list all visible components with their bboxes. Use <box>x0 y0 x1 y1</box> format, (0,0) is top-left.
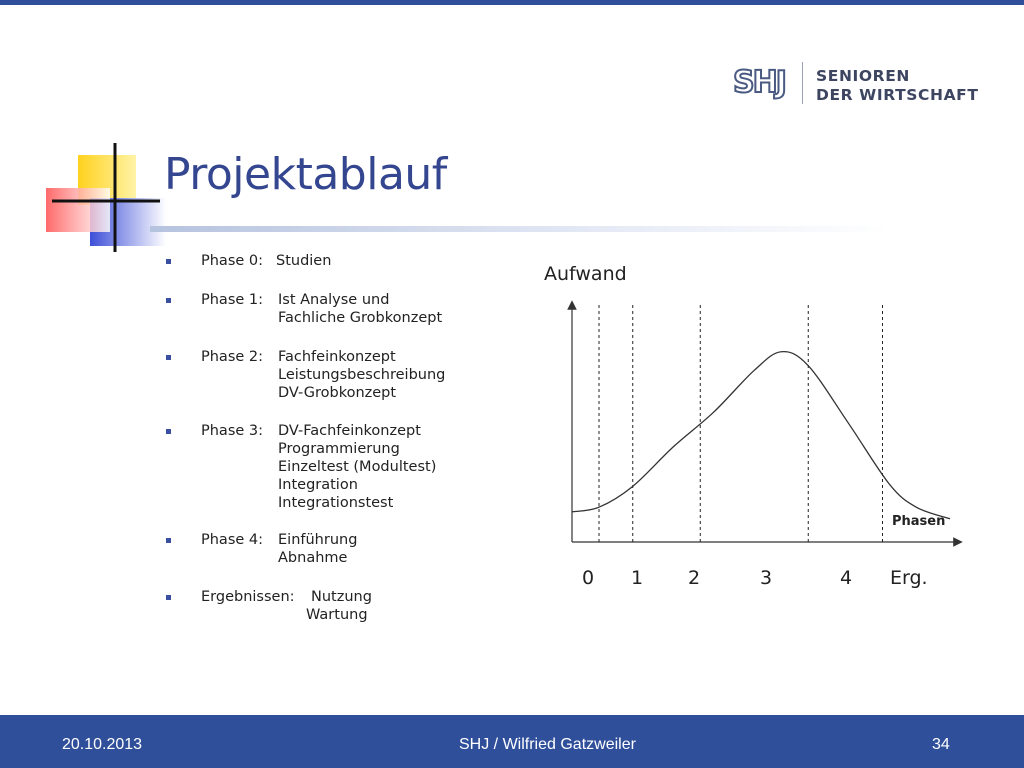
logo-wordmark <box>816 67 979 105</box>
x-tick-label: Erg. <box>890 567 928 589</box>
phase-label: Phase 0: <box>201 253 264 269</box>
bullet-square-icon <box>166 259 171 264</box>
phase-detail: Integrationstest <box>278 495 394 511</box>
footer-author: SHJ / Wilfried Gatzweiler <box>459 736 636 753</box>
page-title: Projektablauf <box>164 149 447 200</box>
phase-detail: Einzeltest (Modultest) <box>278 459 437 475</box>
bullet-square-icon <box>166 298 171 303</box>
x-tick-label: 3 <box>759 567 773 589</box>
y-axis-label: Aufwand <box>544 263 627 285</box>
phase-detail: DV-Fachfeinkonzept <box>278 423 421 439</box>
bullet-square-icon <box>166 595 171 600</box>
title-decoration <box>0 0 170 260</box>
logo <box>733 62 983 108</box>
phase-detail: Integration <box>278 477 358 493</box>
phase-detail: Programmierung <box>278 441 400 457</box>
phase-detail: Leistungsbeschreibung <box>278 367 446 383</box>
phase-detail: Studien <box>276 253 332 269</box>
footer-page-number: 34 <box>932 736 950 753</box>
x-axis-label: Phasen <box>892 514 946 529</box>
bullet-square-icon <box>166 355 171 360</box>
phase-detail: Einführung <box>278 532 358 548</box>
footer-date: 20.10.2013 <box>62 736 143 753</box>
phase-detail: Fachliche Grobkonzept <box>278 310 443 326</box>
phase-detail: Fachfeinkonzept <box>278 349 396 365</box>
phase-label: Phase 1: <box>201 292 264 308</box>
phase-label: Phase 3: <box>201 423 264 439</box>
phase-detail: Wartung <box>306 607 368 623</box>
phase-detail: Abnahme <box>278 550 348 566</box>
phase-detail: DV-Grobkonzept <box>278 385 397 401</box>
bullet-square-icon <box>166 429 171 434</box>
phase-label: Ergebnissen: <box>201 589 295 605</box>
phase-label: Phase 2: <box>201 349 264 365</box>
effort-curve <box>572 352 950 519</box>
logo-divider <box>802 62 803 104</box>
x-tick-label: 2 <box>687 567 701 589</box>
shj-logo-mark: SHJ <box>733 65 785 100</box>
logo-line-1: SENIOREN <box>816 67 910 85</box>
x-tick-label: 0 <box>581 567 595 589</box>
effort-chart <box>530 250 970 600</box>
title-underline <box>150 226 890 232</box>
phase-detail: Nutzung <box>311 589 372 605</box>
deco-red-square <box>46 188 110 232</box>
logo-line-2: DER WIRTSCHAFT <box>816 86 979 104</box>
phase-detail: Ist Analyse und <box>278 292 390 308</box>
phase-label: Phase 4: <box>201 532 264 548</box>
bullet-square-icon <box>166 538 171 543</box>
footer <box>0 715 1024 768</box>
x-tick-label: 4 <box>839 567 853 589</box>
x-tick-label: 1 <box>630 567 644 589</box>
